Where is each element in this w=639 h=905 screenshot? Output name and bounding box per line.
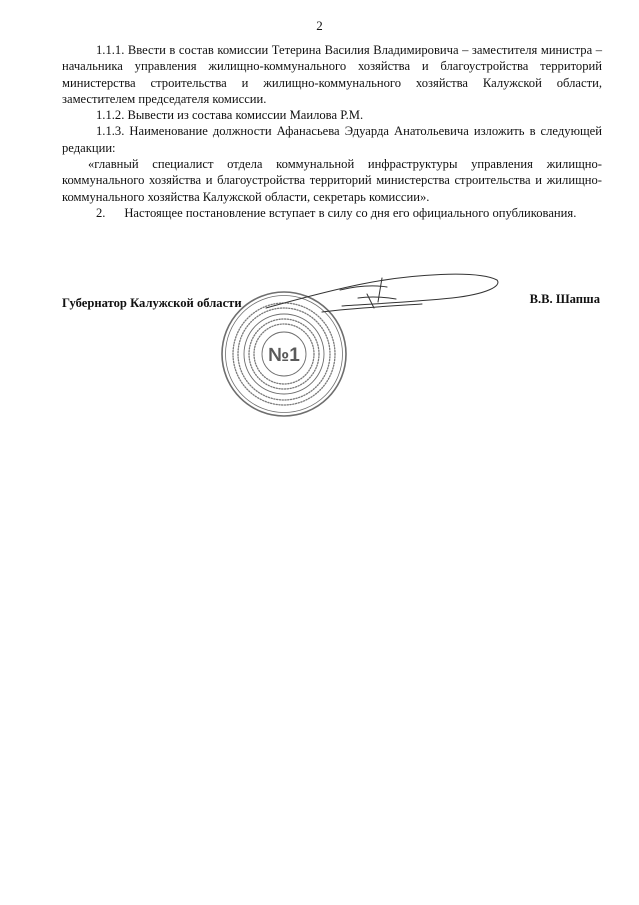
handwritten-signature <box>262 268 502 318</box>
paragraph-2: 2. Настоящее постановление вступает в силу со дня его официального опубликования. <box>96 205 577 220</box>
signatory-title: Губернатор Калужской области <box>62 296 242 310</box>
paragraph-1-1-2: 1.1.2. Вывести из состава комиссии Маилова Р.М. <box>96 108 364 123</box>
paragraph-1-1-3: 1.1.3. Наименование должности Афанасьева Эдуарда Анатольевича изложить в следующей редакции: <box>62 124 602 155</box>
paragraph-1-1-1: 1.1.1. Ввести в состав комиссии Тетерина Василия Владимировича – заместителя министра – начальника управления жилищно-коммунального хозяйства и благоустройства территорий министерства строительства и жилищно-коммунального хозяйства Калужской области, заместителем председателя комиссии. <box>62 43 602 106</box>
seal-number: №1 <box>268 345 300 366</box>
paragraph-quote: «главный специалист отдела коммунальной инфраструктуры управления жилищно-коммунального хозяйства и благоустройства территорий министерства строительства и жилищно-коммунального хозяйства Калужской области, секретарь комиссии». <box>62 157 602 204</box>
document-body <box>62 42 602 221</box>
signatory-name: В.В. Шапша <box>529 292 600 306</box>
page-number: 2 <box>316 18 323 33</box>
